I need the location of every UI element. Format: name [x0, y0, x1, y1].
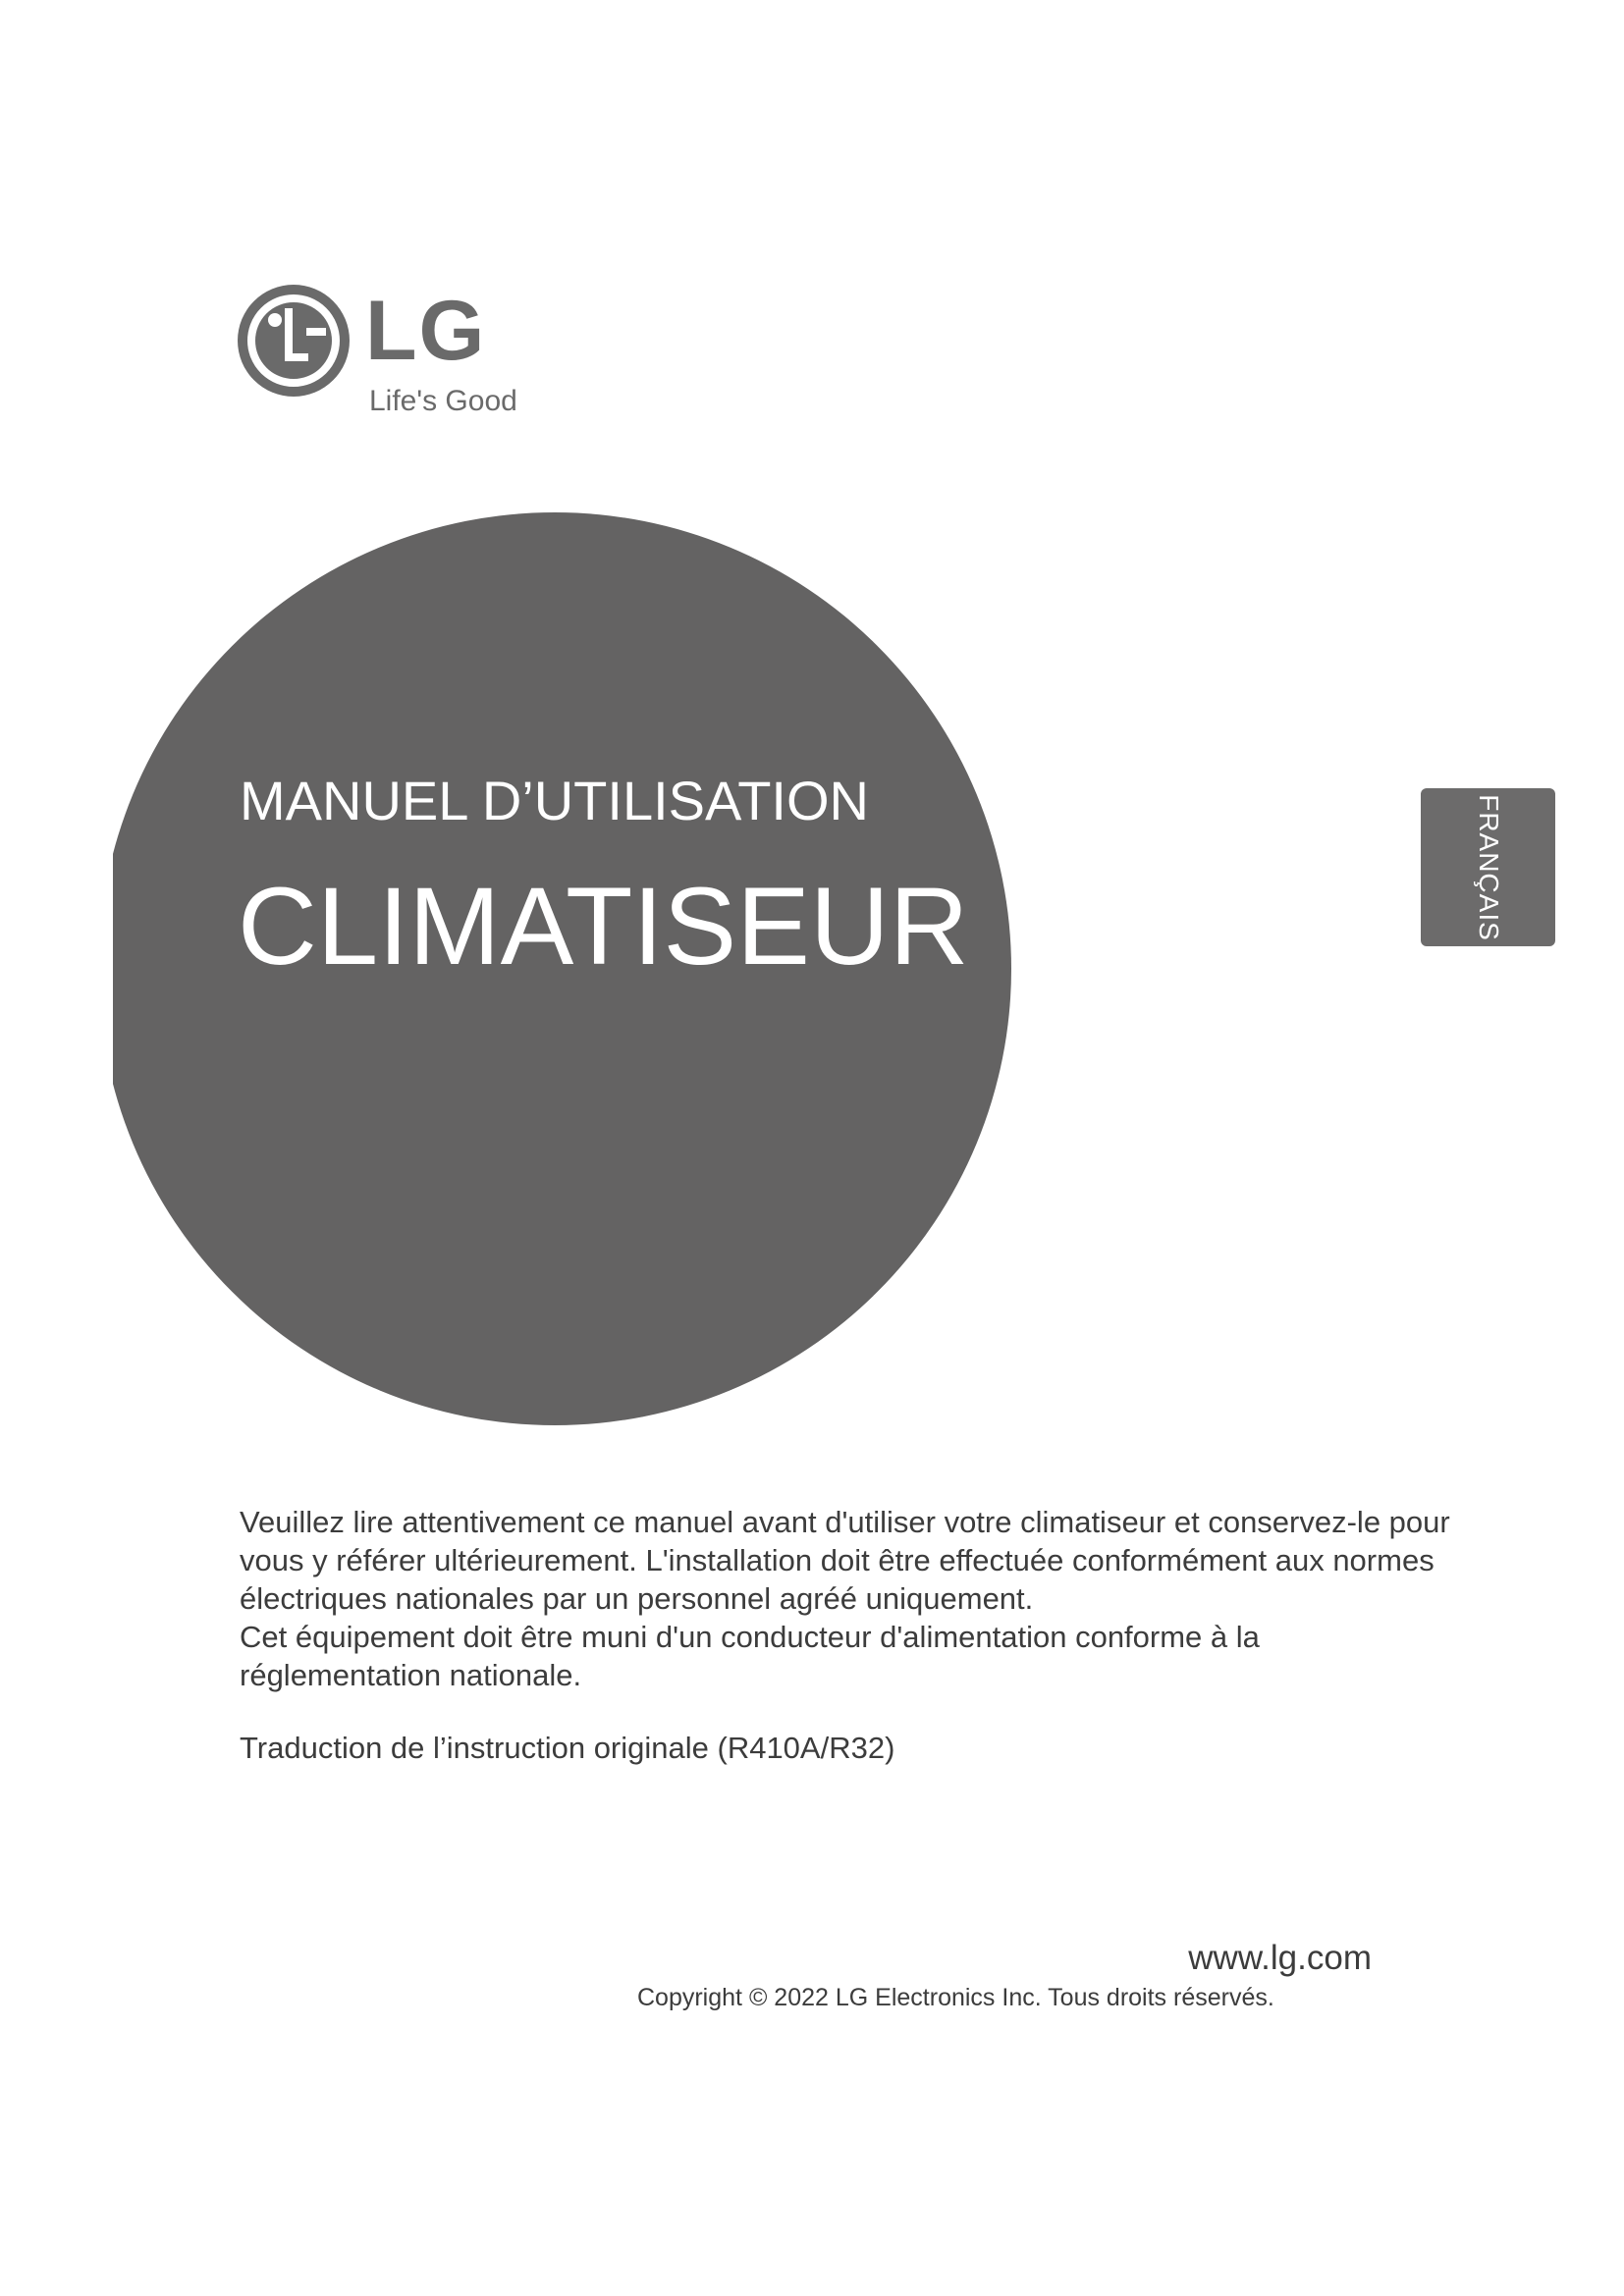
intro-paragraph: Veuillez lire attentivement ce manuel avant d'utiliser votre climatiseur et conservez-le pour vous y référer ultérieurement. L'installation doit être effectuée conformément aux normes électriques nationales par un personnel agréé uniquement. [240, 1505, 1450, 1616]
intro-paragraph: Cet équipement doit être muni d'un conducteur d'alimentation conforme à la réglementation nationale. [240, 1620, 1260, 1692]
language-tab [1421, 788, 1555, 946]
translation-note: Traduction de l’instruction originale (R410A/R32) [240, 1731, 895, 1765]
intro-text [240, 1503, 1457, 1694]
language-tab-label: FRANÇAIS [1473, 793, 1504, 941]
manual-label: MANUEL D’UTILISATION [240, 770, 869, 831]
website-link[interactable]: www.lg.com [1188, 1939, 1372, 1977]
brand-wordmark: LG [365, 284, 487, 378]
product-title: CLIMATISEUR [238, 865, 969, 988]
copyright-notice: Copyright © 2022 LG Electronics Inc. Tous droits réservés. [637, 1984, 1274, 2011]
brand-tagline: Life's Good [369, 385, 517, 417]
lg-face-icon [238, 285, 350, 397]
brand-logo [238, 285, 522, 432]
